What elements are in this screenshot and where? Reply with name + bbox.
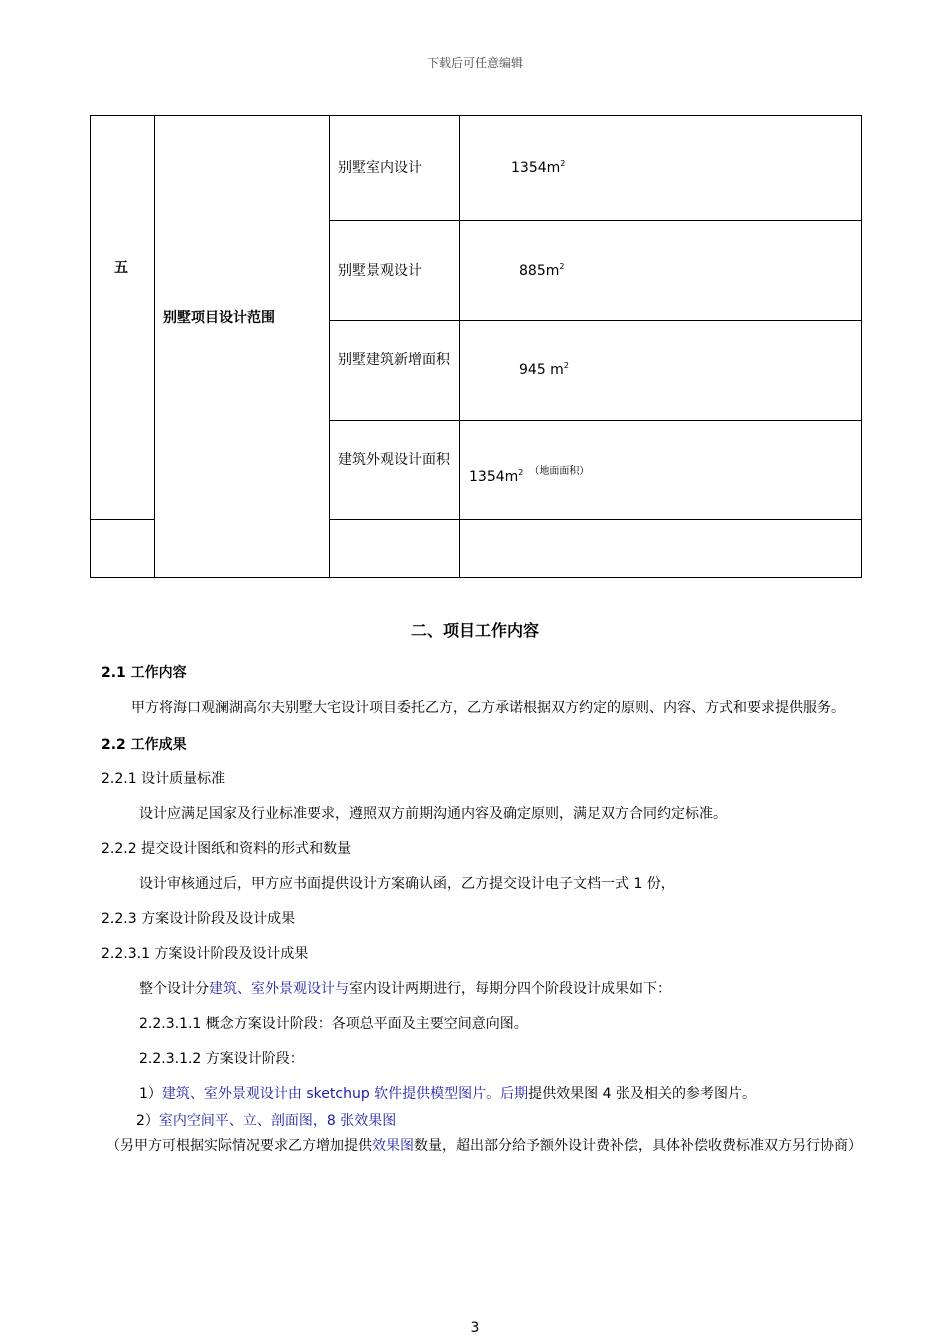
list-item: 2）室内空间平、立、剖面图，8 张效果图	[136, 1113, 397, 1129]
heading-2-2: 2.2 工作成果	[101, 737, 187, 753]
item-label: 别墅景观设计	[338, 263, 422, 279]
heading-2-2-3-1: 2.2.3.1 方案设计阶段及设计成果	[101, 946, 309, 962]
list-item: 1）建筑、室外景观设计由 sketchup 软件提供模型图片。后期提供效果图 4 张及相关的参考图片。	[139, 1086, 756, 1102]
heading-2-2-2: 2.2.2 提交设计图纸和资料的形式和数量	[101, 841, 352, 857]
paragraph-2-1: 甲方将海口观澜湖高尔夫别墅大宅设计项目委托乙方，乙方承诺根据双方约定的原则、内容、方式和要求提供服务。	[131, 700, 845, 716]
heading-2-2-1: 2.2.1 设计质量标准	[101, 771, 226, 787]
subsection-2-2-3-1-2: 2.2.3.1.2 方案设计阶段：	[139, 1051, 304, 1067]
item-label: 建筑外观设计面积	[338, 452, 450, 468]
item-label: 别墅室内设计	[338, 160, 422, 176]
page-number: 3	[470, 1320, 480, 1336]
paragraph-2-2-3-1: 整个设计分建筑、室外景观设计与室内设计两期进行，每期分四个阶段设计成果如下：	[139, 981, 671, 997]
item-value: $1354m^2$ $^{(地面面积)}$	[469, 466, 590, 485]
item-value: $885m^2$	[519, 262, 565, 279]
item-value: $1354m^2$	[511, 159, 566, 176]
heading-2-1: 2.1 工作内容	[101, 665, 187, 681]
item-value: 945 $m^2$	[519, 361, 569, 378]
category-label: 别墅项目设计范围	[163, 310, 275, 326]
subsection-2-2-3-1-1: 2.2.3.1.1 概念方案设计阶段：各项总平面及主要空间意向图。	[139, 1016, 528, 1032]
paragraph-2-2-1: 设计应满足国家及行业标准要求，遵照双方前期沟通内容及确定原则，满足双方合同约定标准。	[139, 806, 727, 822]
item-note: （地面面积）	[529, 466, 590, 477]
paragraph-2-2-2: 设计审核通过后，甲方应书面提供设计方案确认函，乙方提交设计电子文档一式 1 份，	[139, 876, 675, 892]
heading-2-2-3: 2.2.3 方案设计阶段及设计成果	[101, 911, 296, 927]
item-label: 别墅建筑新增面积	[338, 352, 450, 368]
header-watermark: 下载后可任意编辑	[426, 56, 523, 70]
section-title: 二、项目工作内容	[410, 621, 539, 640]
row-number: 五	[114, 260, 128, 276]
note-paragraph: （另甲方可根据实际情况要求乙方增加提供效果图数量，超出部分给予额外设计费补偿，具体补偿收费标准双方另行协商）	[106, 1138, 862, 1154]
